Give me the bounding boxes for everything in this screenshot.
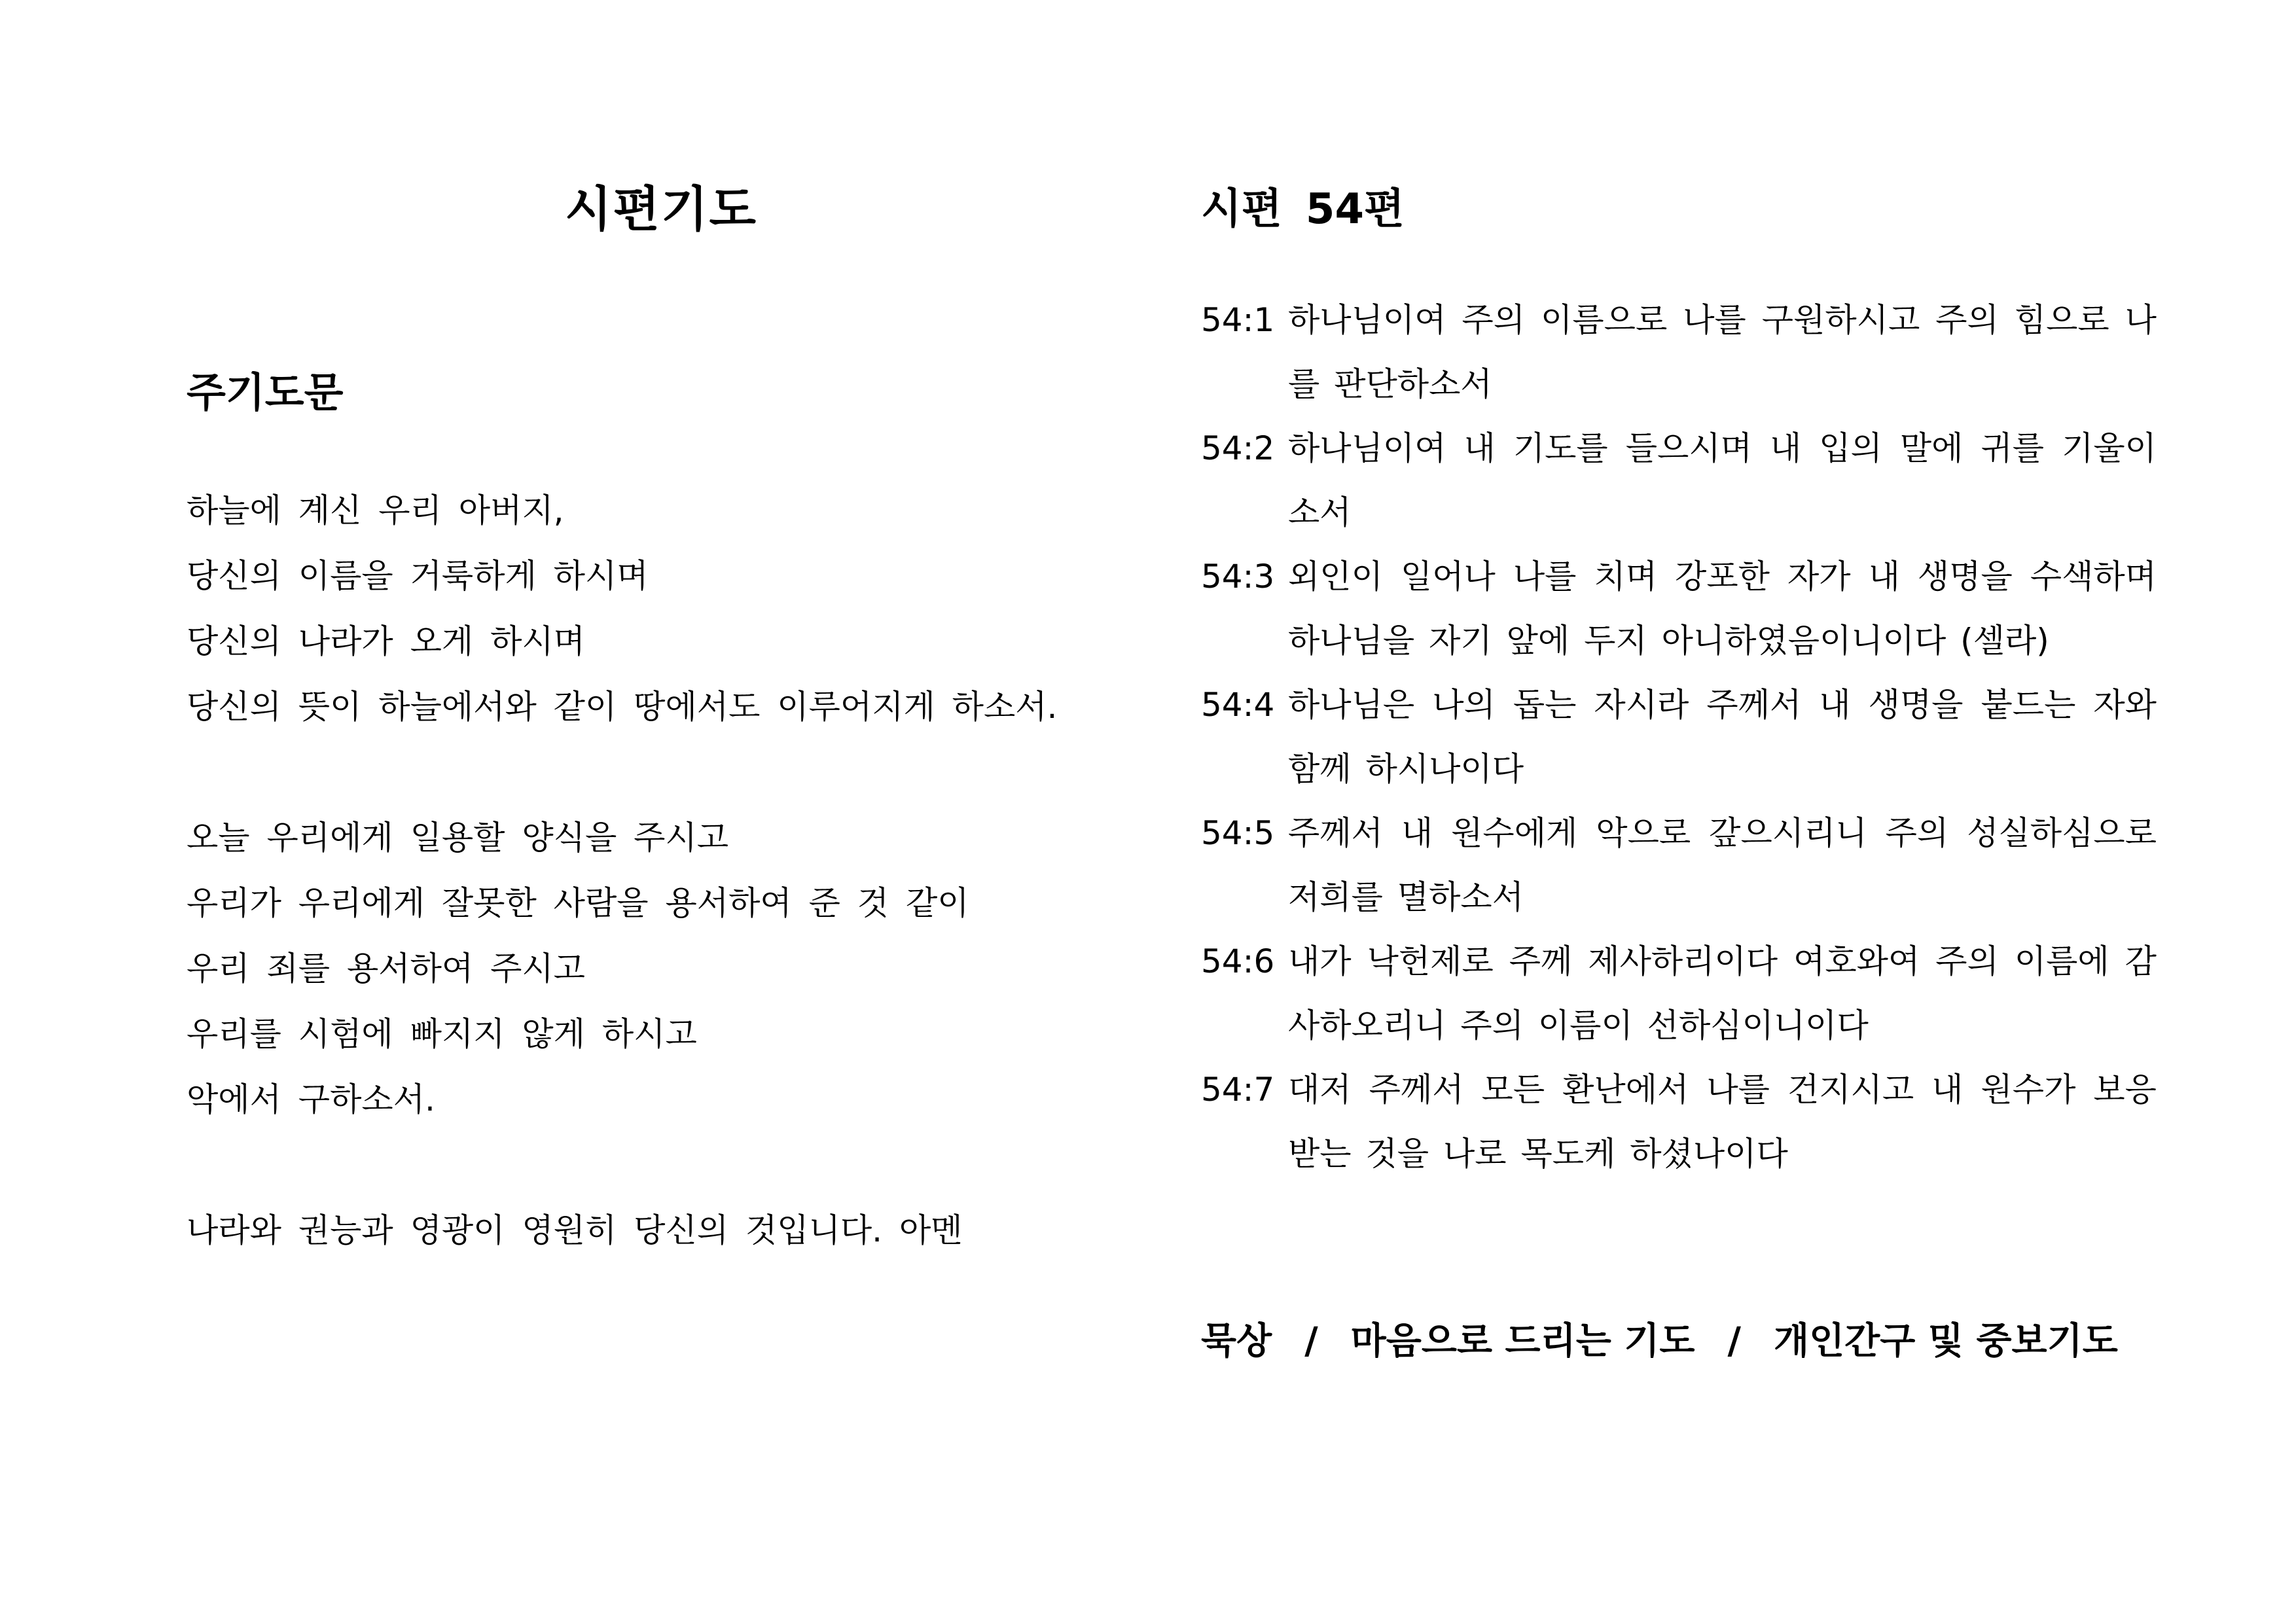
verse-line: 외인이 일어나 나를 치며 강포한 자가 내 생명을 수색하며 (1288, 558, 2157, 596)
verse-line: 대저 주께서 모든 환난에서 나를 건지시고 내 원수가 보응 (1288, 1071, 2157, 1109)
page-title: 시편기도 (565, 181, 757, 238)
verse-54-6 (1201, 929, 2157, 1058)
verse-line: 함께 하시나이다 (1288, 750, 1524, 788)
verse-54-3 (1201, 544, 2157, 673)
prayer-line: 우리가 우리에게 잘못한 사람을 용서하여 준 것 같이 (187, 884, 969, 922)
verse-text (1288, 1058, 2157, 1186)
prayer-line: 당신의 뜻이 하늘에서와 같이 땅에서도 이루어지게 하소서. (187, 688, 1058, 726)
verse-ref: 54:1 (1201, 301, 1275, 339)
verse-line: 하나님이여 내 기도를 들으시며 내 입의 말에 귀를 기울이 (1288, 429, 2157, 467)
verse-54-1 (1201, 288, 2157, 416)
verse-text (1288, 544, 2157, 673)
verse-line: 소서 (1288, 493, 1352, 531)
verse-ref: 54:2 (1201, 429, 1275, 467)
prayer-line: 우리 죄를 용서하여 주시고 (187, 950, 585, 988)
verse-54-4 (1201, 673, 2157, 801)
verse-line: 하나님을 자기 앞에 두지 아니하였음이니이다 (셀라) (1288, 622, 2049, 660)
footer-intercession: 개인간구 및 중보기도 (1773, 1320, 2118, 1363)
verse-line: 내가 낙헌제로 주께 제사하리이다 여호와여 주의 이름에 감 (1288, 942, 2157, 980)
prayer-line: 하늘에 계신 우리 아버지, (187, 491, 564, 529)
verse-line: 사하오리니 주의 이름이 선하심이니이다 (1288, 1007, 1869, 1044)
lords-prayer-text (187, 478, 1057, 1263)
footer-separator: / (1727, 1320, 1741, 1363)
verse-line: 저희를 멸하소서 (1288, 878, 1524, 916)
verse-ref: 54:7 (1201, 1071, 1275, 1109)
verse-ref: 54:3 (1201, 558, 1275, 596)
section-heading-lords-prayer: 주기도문 (187, 368, 344, 416)
verse-text (1288, 673, 2157, 801)
verse-line: 주께서 내 원수에게 악으로 갚으시리니 주의 성실하심으로 (1288, 814, 2157, 852)
footer-heart-prayer: 마음으로 드리는 기도 (1350, 1320, 1695, 1363)
verse-text (1288, 416, 2157, 544)
prayer-line: 나라와 권능과 영광이 영원히 당신의 것입니다. 아멘 (187, 1211, 963, 1249)
verse-ref: 54:5 (1201, 814, 1275, 852)
psalm-title: 시편 54편 (1201, 185, 1405, 234)
prayer-line: 오늘 우리에게 일용할 양식을 주시고 (187, 819, 729, 857)
verse-ref: 54:6 (1201, 942, 1275, 980)
prayer-line-blank (187, 1132, 1057, 1198)
verse-line: 받는 것을 나로 목도케 하셨나이다 (1288, 1135, 1788, 1173)
verse-54-7 (1201, 1058, 2157, 1186)
footer-meditation: 묵상 (1201, 1320, 1272, 1363)
verse-ref: 54:4 (1201, 686, 1275, 724)
prayer-line: 악에서 구하소서. (187, 1080, 435, 1118)
prayer-steps-footer (1201, 1315, 2157, 1368)
verse-line: 하나님이여 주의 이름으로 나를 구원하시고 주의 힘으로 나 (1288, 301, 2157, 339)
psalm-verses (1201, 288, 2157, 1186)
footer-separator: / (1304, 1320, 1318, 1363)
prayer-line-blank (187, 740, 1057, 805)
verse-54-2 (1201, 416, 2157, 544)
verse-line: 를 판단하소서 (1288, 365, 1492, 403)
verse-text (1288, 801, 2157, 929)
prayer-line: 당신의 이름을 거룩하게 하시며 (187, 557, 649, 595)
prayer-line: 당신의 나라가 오게 하시며 (187, 622, 585, 660)
verse-54-5 (1201, 801, 2157, 929)
verse-text (1288, 288, 2157, 416)
verse-text (1288, 929, 2157, 1058)
verse-line: 하나님은 나의 돕는 자시라 주께서 내 생명을 붙드는 자와 (1288, 686, 2157, 724)
prayer-line: 우리를 시험에 빠지지 않게 하시고 (187, 1015, 697, 1053)
